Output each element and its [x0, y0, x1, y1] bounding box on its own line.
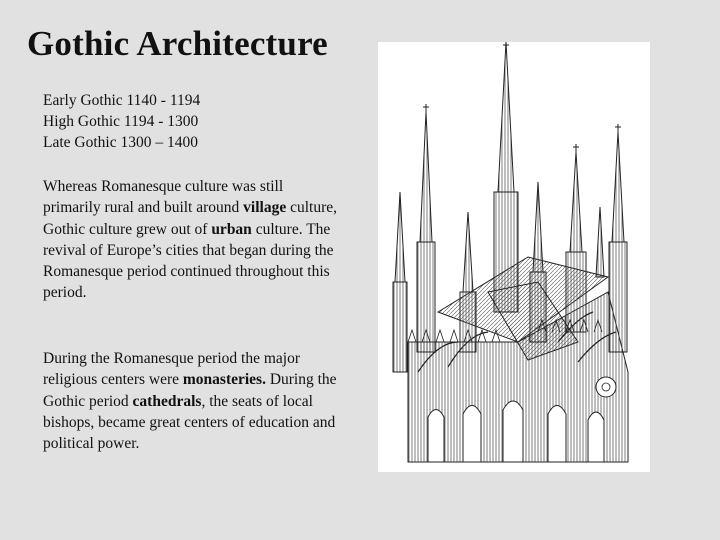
period-early-gothic: Early Gothic 1140 - 1194 [43, 92, 201, 109]
p1-text-1: Whereas Romanesque culture was still primarily rural and built around [43, 178, 284, 217]
period-list [43, 90, 200, 153]
cathedral-illustration [378, 42, 650, 472]
slide-title: Gothic Architecture [27, 24, 328, 63]
period-late-gothic: Late Gothic 1300 – 1400 [43, 134, 198, 151]
paragraph-urban-culture [43, 176, 343, 304]
p2-text-2: During the Gothic period [43, 371, 337, 410]
paragraph-cathedrals [43, 348, 343, 454]
p2-bold-cathedrals: cathedrals [132, 392, 202, 410]
period-high-gothic: High Gothic 1194 - 1300 [43, 113, 199, 130]
p2-text-3: , the seats of local bishops, became great centers of education and political power. [43, 392, 336, 453]
p2-text-1: During the Romanesque period the major religious centers were [43, 350, 300, 389]
p1-bold-urban: urban [211, 220, 252, 238]
p2-bold-monasteries: monasteries. [182, 371, 266, 389]
p1-bold-village: village [243, 199, 287, 217]
p1-text-3: culture. The revival of Europe’s cities that began during the Romanesque period continued throughout this period. [43, 220, 334, 302]
p1-text-2: culture, Gothic culture grew out of [43, 199, 338, 238]
gothic-cathedral-drawing-icon [378, 42, 650, 472]
